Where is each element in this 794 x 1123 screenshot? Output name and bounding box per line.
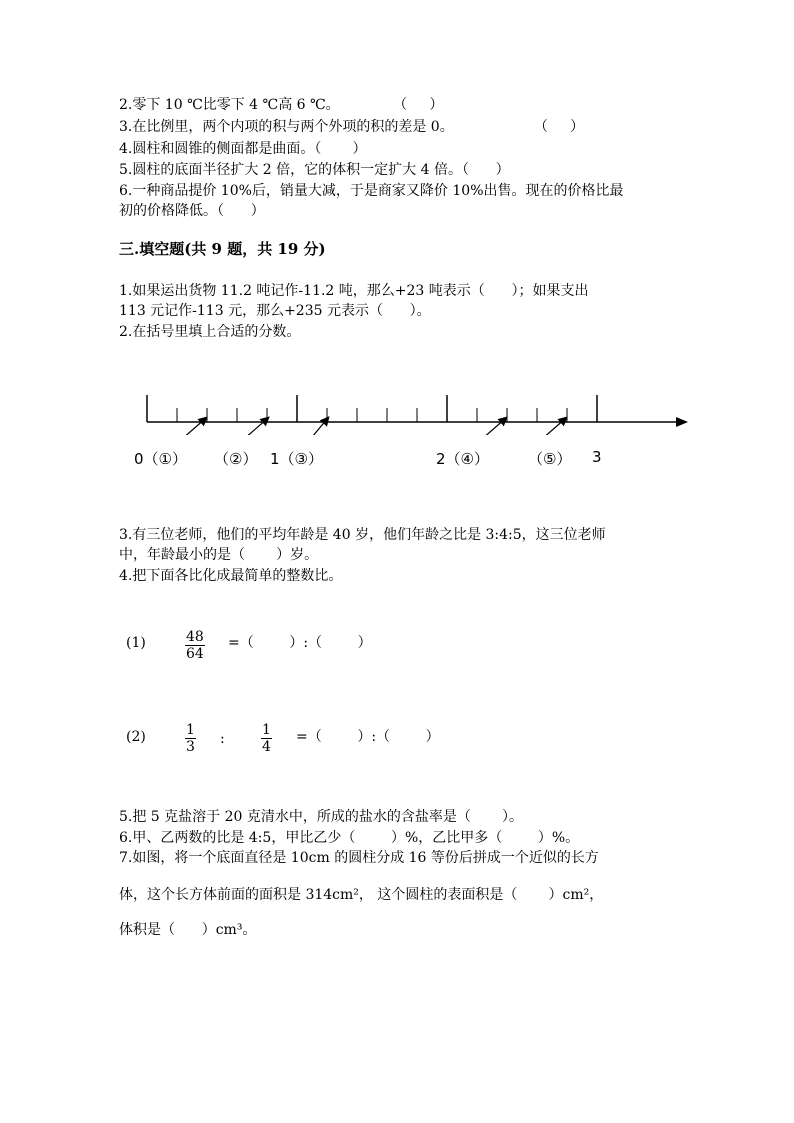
number-line-label-1: 1（③）	[270, 450, 323, 468]
q4-part2-answer: =（ ）:（ ）	[296, 729, 440, 745]
fraction-numerator: 1	[262, 722, 271, 738]
question-3-line1: 3.有三位老师，他们的平均年龄是 40 岁，他们年龄之比是 3:4:5，这三位老师	[119, 527, 606, 543]
pointer-arrow-1	[182, 418, 206, 435]
question-1-line2: 113 元记作-113 元，那么+235 元表示（ ）。	[119, 303, 431, 319]
question-7-line1: 7.如图，将一个底面直径是 10cm 的圆柱分成 16 等份后拼成一个近似的长方	[119, 850, 599, 866]
pointer-arrow-4	[482, 418, 506, 435]
judgement-item-2: 2.零下 10 ℃比零下 4 ℃高 6 ℃。 （ ）	[119, 97, 444, 113]
judgement-item-3: 3.在比例里，两个内项的积与两个外项的积的差是 0。 （ ）	[119, 119, 585, 135]
number-line-figure	[140, 385, 700, 435]
number-line-label-4: 2（④）	[436, 450, 489, 468]
pointer-arrow-3	[312, 418, 328, 435]
q4-part1-answer: =（ ）:（ ）	[228, 635, 372, 651]
number-line-label-5: （⑤）	[528, 450, 572, 468]
q4-part2-fraction-a	[185, 722, 196, 755]
judgement-item-6-line2: 初的价格降低。（ ）	[119, 203, 265, 219]
fraction-numerator: 1	[186, 722, 195, 738]
q4-part2-colon: :	[220, 731, 225, 747]
number-line-label-2: （②）	[214, 450, 258, 468]
q4-part2-label: (2)	[126, 729, 146, 745]
number-line-label-0: 0（①）	[134, 450, 187, 468]
question-4: 4.把下面各比化成最简单的整数比。	[119, 568, 343, 584]
fraction-denominator: 3	[186, 739, 195, 755]
judgement-item-5: 5.圆柱的底面半径扩大 2 倍，它的体积一定扩大 4 倍。（ ）	[119, 162, 510, 178]
fraction-numerator: 48	[186, 629, 204, 645]
q4-part1-fraction	[185, 629, 205, 662]
fraction-denominator: 64	[186, 646, 204, 662]
question-3-line2: 中，年龄最小的是（ ）岁。	[119, 547, 319, 563]
pointer-arrow-5	[542, 418, 566, 435]
pointer-arrow-2	[244, 418, 268, 435]
question-1-line1: 1.如果运出货物 11.2 吨记作-11.2 吨，那么+23 吨表示（ ）；如果支出	[119, 283, 589, 299]
question-2: 2.在括号里填上合适的分数。	[119, 324, 301, 340]
section-title: 三.填空题(共 9 题，共 19 分)	[119, 240, 326, 258]
judgement-item-6-line1: 6.一种商品提价 10%后，销量大减，于是商家又降价 10%出售。现在的价格比最	[119, 183, 624, 199]
judgement-item-4: 4.圆柱和圆锥的侧面都是曲面。（ ）	[119, 141, 367, 157]
question-7-line3: 体积是（ ）cm³。	[119, 922, 257, 938]
q4-part2-fraction-b	[261, 722, 272, 755]
question-7-line2: 体，这个长方体前面的面积是 314cm²， 这个圆柱的表面积是（ ）cm²，	[119, 887, 604, 903]
question-6: 6.甲、乙两数的比是 4:5，甲比乙少（ ）%，乙比甲多（ ）%。	[119, 830, 580, 846]
number-line-label-3: 3	[592, 448, 602, 466]
number-line-arrow-icon	[676, 417, 688, 427]
q4-part1-label: (1)	[126, 635, 146, 651]
fraction-denominator: 4	[262, 739, 271, 755]
question-5: 5.把 5 克盐溶于 20 克清水中，所成的盐水的含盐率是（ ）。	[119, 809, 524, 825]
